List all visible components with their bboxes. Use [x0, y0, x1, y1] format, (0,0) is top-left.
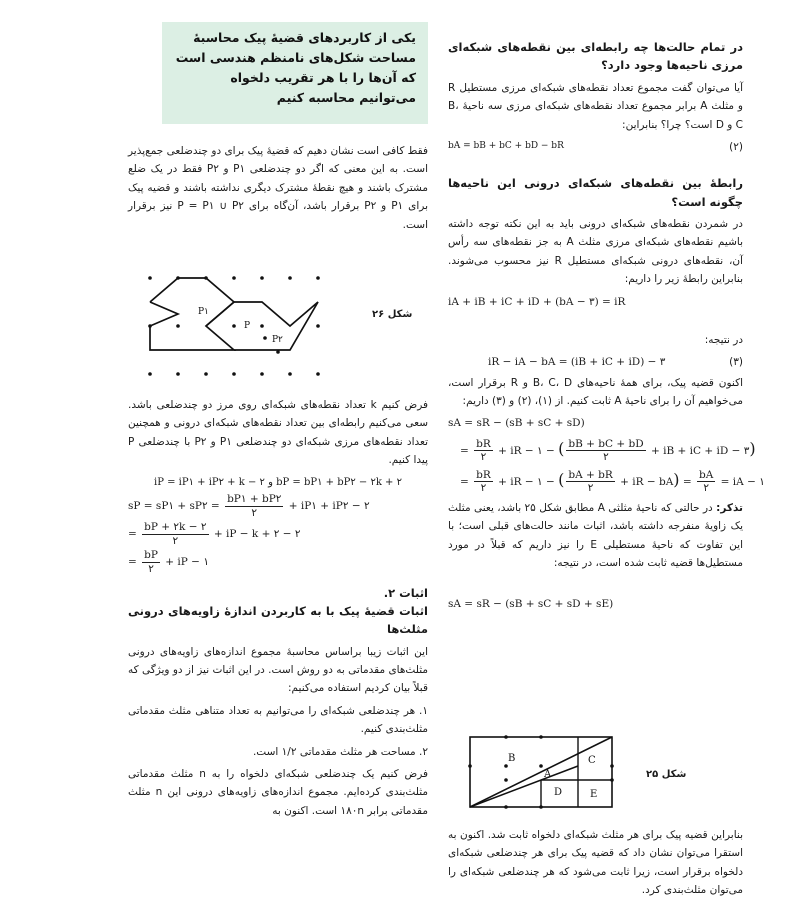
q2-heading: رابطهٔ بین نقطه‌های شبکه‌ای درونی این ناحیه‌ها چگونه است؟: [448, 176, 743, 209]
q2-text: در شمردن نقطه‌های شبکه‌ای درونی باید به این نکته توجه داشته باشیم نقطه‌های شبکه‌ای مرزی مثلث A به جز نقطه‌های سه رأس آن، نقطه‌های درونی شبکه‌ای مستطیل R نیز محسوب می‌شوند. بنابراین رابطهٔ زیر را داریم:: [448, 218, 743, 286]
sA-equation-E: sA = sR − (sB + sC + sD + sE): [448, 597, 614, 610]
right-column: [448, 38, 765, 615]
figure-25: [466, 733, 616, 811]
q1-equation: bA = bB + bC + bD − bR: [448, 141, 564, 152]
sA-equation-3: = $\frac{bR}{۲}$ + iR − ۱ − ( $\frac{bA + bR}{۲}$ + iR − bA) = $\frac{bA}{۲}$ = iA − ۱: [460, 468, 765, 495]
sA-equation-1: sA = sR − (sB + sC + sD): [448, 417, 585, 430]
proof2-number: اثبات ۲.: [383, 585, 428, 600]
right-final-text: بنابراین قضیه پیک برای هر مثلث شبکه‌ای دلخواه ثابت شد. اکنون به استقرا می‌توان نشان داد که قضیه پیک برای هر چندضلعی شبکه‌ای دلخواه برقرار است، زیرا ثابت می‌شود که هر چندضلعی شبکه‌ای را می‌توان مثلث‌بندی کرد.: [448, 829, 743, 897]
note: [448, 499, 743, 573]
left-final-text: فرض کنیم یک چندضلعی شبکه‌ای دلخواه را به n مثلث مقدماتی مثلث‌بندی کرده‌ایم. مجموع اندازه‌های زاویه‌های درونی این n مثلث مقدماتی برابر ۱۸۰n است. اکنون به: [128, 767, 429, 817]
note-label: تذکر:: [716, 502, 743, 514]
label-P2: P۲: [272, 335, 283, 345]
left-main: [128, 396, 428, 824]
note-text: در حالتی که ناحیهٔ مثلثی A مطابق شکل ۲۵ باشد، یعنی مثلث یک زاویهٔ منفرجه داشته باشد، اثبات مانند حالت‌های قبلی است؛ با این تفاوت که ناحیهٔ مستطیلی E را نیز داریم که قبلاً در مورد مستطیل‌ها قضیه ثابت شده است، در نتیجه:: [448, 502, 744, 570]
right-column-final: [448, 826, 743, 904]
k-text: فرض کنیم k تعداد نقطه‌های شبکه‌ای روی مرز دو چندضلعی باشد. سعی می‌کنیم رابطه‌ای بین تعداد نقطه‌های شبکه‌ای درونی و همچنین تعداد نقطه‌های مرزی شبکه‌ای دو چندضلعی P۱ و P۲ با چندضلعی P پیدا کنیم.: [128, 399, 429, 467]
iP-equation: iP = iP۱ + iP۲ + k − ۲ و bP = bP۱ + bP۲ − ۲k + ۲: [154, 476, 402, 488]
figure-26: [140, 270, 340, 382]
q1-equation-line: [448, 138, 743, 156]
q1-text: آیا می‌توان گفت مجموع تعداد نقطه‌های شبکه‌ای مرزی مستطیل R و مثلث A برابر مجموع تعداد نقطه‌های شبکه‌ای مرزی سه ناحیهٔ B، C و D است؟ چرا؟ بنابراین:: [448, 81, 744, 131]
callout-box: یکی از کاربردهای قضیهٔ پیک محاسبهٔ مساحت شکل‌های نامنظم هندسی است که آن‌ها را با هر تقریب دلخواه می‌توانیم محاسبه کنیم: [162, 22, 428, 124]
result-label: در نتیجه:: [704, 333, 743, 346]
result-equation-number: (۳): [729, 356, 743, 369]
continuation-text: اکنون قضیه پیک، برای همهٔ ناحیه‌های B، C، D و R برقرار است، می‌خواهیم آن را برای ناحیهٔ A ثابت کنیم. از (۱)، (۲) و (۳) داریم:: [448, 376, 743, 408]
label-D: D: [554, 787, 563, 798]
q1-heading: در تمام حالت‌ها چه رابطه‌ای بین نقطه‌های شبکه‌ای مرزی ناحیه‌ها وجود دارد؟: [448, 40, 743, 73]
label-C: C: [588, 755, 596, 766]
label-E: E: [590, 789, 598, 800]
label-P1: P۱: [198, 307, 209, 317]
sA-equation-2: = $\frac{bR}{۲}$ + iR − ۱ − ( $\frac{bB + bC + bD}{۲}$ + iB + iC + iD − ۳): [460, 437, 756, 464]
polygon-P1: [150, 278, 234, 350]
q2-equation: iA + iB + iC + iD + (bA − ۳) = iR: [448, 295, 626, 308]
label-P: P: [244, 321, 251, 331]
shared-edge: [206, 302, 234, 326]
list-item-2: ۲. مساحت هر مثلث مقدماتی ۱/۲ است.: [252, 745, 428, 758]
sA-equation-end: = iA − ۱: [720, 475, 765, 488]
figure-25-label: شکل ۲۵: [646, 769, 687, 780]
sP-equation-3: = $\frac{bP}{۲}$ + iP − ۱: [128, 549, 209, 575]
label-A: A: [544, 769, 552, 780]
figure-26-label: شکل ۲۶: [372, 309, 413, 320]
result-equation: iR − iA − bA = (iB + iC + iD) − ۳: [488, 356, 666, 369]
intro-text: فقط کافی است نشان دهیم که قضیهٔ پیک برای دو چندضلعی جمع‌پذیر است. به این معنی که اگر دو چندضلعی P۱ و P۲ فقط در یک ضلع مشترک باشند و هیچ نقطهٔ مشترک دیگری نداشته باشند و قضیه پیک برای P۱ و P۲ برقرار باشد، آن‌گاه برای P = P۱ ∪ P۲ نیز برقرار است.: [128, 145, 429, 231]
list-item-1: ۱. هر چندضلعی شبکه‌ای را می‌توانیم به تعداد متناهی مثلث مقدماتی مثلث‌بندی کنیم.: [128, 704, 428, 736]
sP-equation-2: = $\frac{bP + ۲k - ۲}{۲}$ + iP − k + ۲ − ۲: [128, 521, 301, 547]
left-intro: [128, 142, 428, 238]
lattice-grid: [148, 276, 320, 376]
label-B: B: [508, 753, 516, 764]
proof2-title: اثبات قضیهٔ پیک با به کاربردن اندازهٔ زاویه‌های درونی مثلث‌ها: [128, 603, 428, 637]
proof2-text: این اثبات زیبا براساس محاسبهٔ مجموع اندازه‌های زاویه‌های درونی مثلث‌های مقدماتی به دو روش است. در این اثبات نیز از دو ویژگی که قبلاً بیان کردیم استفاده می‌کنیم:: [128, 645, 428, 695]
result-equation-line: [448, 353, 743, 371]
q1-equation-number: (۲): [729, 140, 743, 153]
sP-equation-1: sP = sP۱ + sP۲ = $\frac{bP۱ + bP۲}{۲}$ + iP۱ + iP۲ − ۲: [128, 493, 370, 519]
